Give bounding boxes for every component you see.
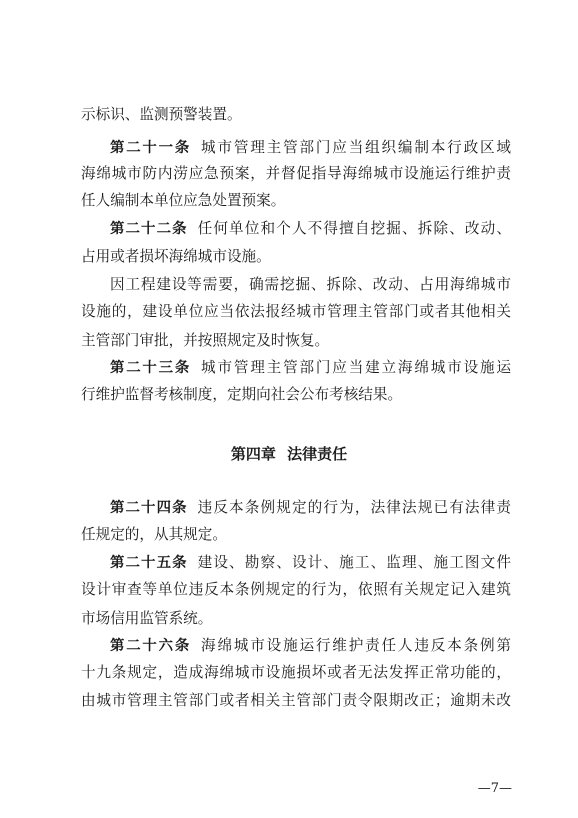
article-25-line-1 bbox=[110, 551, 511, 575]
article-24-label: 第二十四条 bbox=[110, 500, 188, 516]
article-26-line-2: 十九条规定，造成海绵城市设施损坏或者无法发挥正常功能的， bbox=[81, 664, 511, 681]
article-21-line-1 bbox=[110, 136, 511, 160]
article-23-text: 城市管理主管部门应当建立海绵城市设施运 bbox=[201, 359, 511, 376]
article-25-line-3: 市场信用监管系统。 bbox=[81, 610, 213, 627]
article-23-line-2: 行维护监督考核制度，定期向社会公布考核结果。 bbox=[81, 386, 403, 403]
text-line: 示标识、监测预警装置。 bbox=[81, 106, 242, 123]
article-26-line-1 bbox=[110, 634, 511, 658]
article-22-label: 第二十二条 bbox=[110, 221, 188, 237]
article-26-text: 海绵城市设施运行维护责任人违反本条例第 bbox=[201, 637, 511, 654]
article-21-label: 第二十一条 bbox=[110, 140, 192, 156]
article-22-line-2: 占用或者损坏海绵城市设施。 bbox=[81, 248, 271, 265]
article-22-text: 任何单位和个人不得擅自挖掘、拆除、改动、 bbox=[197, 220, 511, 237]
article-22-para-2-line-2: 设施的，建设单位应当依法报经城市管理主管部门或者其他相关 bbox=[81, 303, 511, 320]
article-24-line-2: 任规定的，从其规定。 bbox=[81, 526, 227, 543]
article-23-label: 第二十三条 bbox=[110, 360, 192, 376]
article-24-text: 违反本条例规定的行为，法律法规已有法律责 bbox=[197, 499, 511, 516]
article-24-line-1 bbox=[110, 496, 511, 520]
chapter-title: 第四章 法律责任 bbox=[230, 445, 348, 463]
article-25-text: 建设、勘察、设计、施工、监理、施工图文件 bbox=[197, 554, 511, 571]
article-21-line-3: 任人编制本单位应急处置预案。 bbox=[81, 192, 286, 209]
page-number: —7— bbox=[477, 781, 512, 796]
article-21-line-2: 海绵城市防内涝应急预案，并督促指导海绵城市设施运行维护责 bbox=[81, 165, 511, 182]
article-22-para-2-line-1: 因工程建设等需要，确需挖掘、拆除、改动、占用海绵城市 bbox=[110, 276, 511, 293]
article-26-line-3: 由城市管理主管部门或者相关主管部门责令限期改正；逾期未改 bbox=[81, 692, 511, 709]
article-23-line-1 bbox=[110, 356, 511, 380]
article-25-label: 第二十五条 bbox=[110, 555, 188, 571]
article-22-para-2-line-3: 主管部门审批，并按照规定及时恢复。 bbox=[81, 332, 330, 349]
article-22-line-1 bbox=[110, 217, 511, 241]
article-21-text: 城市管理主管部门应当组织编制本行政区域 bbox=[201, 139, 511, 156]
article-26-label: 第二十六条 bbox=[110, 638, 192, 654]
article-25-line-2: 设计审查等单位违反本条例规定的行为，依照有关规定记入建筑 bbox=[81, 581, 511, 598]
